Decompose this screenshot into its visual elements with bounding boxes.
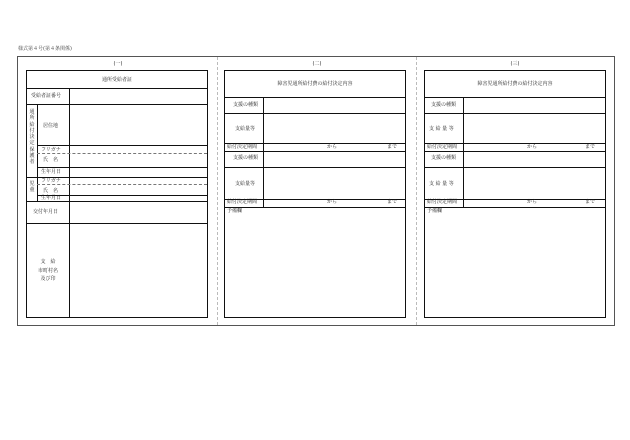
column-line (37, 177, 38, 201)
child-name-label: 氏 名 (43, 188, 59, 194)
guardian-name-label: 氏 名 (43, 157, 59, 163)
column-line (263, 97, 264, 143)
municipality-line-3: 及び印 (40, 276, 56, 282)
form-label: 様式第４号(第４条関係) (18, 46, 72, 52)
row-line (27, 201, 207, 202)
amount-label: 支給量等 (235, 126, 256, 132)
from-label: から (327, 144, 338, 150)
row-line (425, 207, 605, 208)
amount-label: 支 給 量 等 (429, 126, 454, 132)
row-line (27, 223, 207, 224)
to-label: まで (585, 144, 596, 150)
column-line (263, 199, 264, 207)
period-label-2: 給付決定期間 (227, 199, 258, 205)
panel-divider (416, 57, 417, 325)
service-type-label-2: 支援の種類 (233, 155, 259, 161)
column-line (69, 88, 70, 104)
municipality-line-2: 市町村名 (37, 268, 58, 274)
period-label: 給付決定期間 (427, 144, 458, 150)
issue-date-label: 交付年月日 (33, 209, 59, 215)
panel-number-1: (一) (113, 61, 123, 67)
decision-title: 障害児通所給付費の給付決定内容 (477, 81, 553, 87)
to-label: まで (387, 144, 398, 150)
address-label: 居住地 (43, 123, 59, 129)
child-vertical-label: 児童 (29, 181, 35, 194)
column-line (263, 143, 264, 151)
row-line-dashed (37, 184, 207, 185)
row-line (425, 167, 605, 168)
row-line (225, 97, 405, 98)
row-line-dashed (37, 153, 207, 154)
row-line (37, 167, 207, 168)
service-type-label: 支援の種類 (233, 102, 259, 108)
child-furigana-label: フリガナ (41, 178, 61, 184)
row-line (225, 113, 405, 114)
column-line (463, 143, 464, 151)
row-line (37, 195, 207, 196)
guardian-dob-label: 生年月日 (41, 169, 62, 175)
column-line (463, 199, 464, 207)
cert-number-label: 受給者証番号 (31, 93, 62, 99)
notes-label: 予備欄 (227, 208, 243, 214)
panel-number-2: (二) (312, 61, 322, 67)
row-line (225, 167, 405, 168)
to-label-2: まで (387, 199, 398, 205)
column-line (69, 201, 70, 223)
amount-label-2: 支給量等 (235, 181, 256, 187)
row-line (27, 104, 207, 105)
row-line (27, 88, 207, 89)
row-line (225, 207, 405, 208)
column-line (263, 151, 264, 199)
column-line (463, 151, 464, 199)
panel-certificate (26, 70, 208, 318)
amount-label-2: 支 給 量 等 (429, 181, 454, 187)
service-type-label-2: 支援の種類 (431, 155, 457, 161)
guardian-furigana-label: フリガナ (41, 147, 61, 153)
to-label-2: まで (585, 199, 596, 205)
notes-label: 予備欄 (427, 208, 443, 214)
certificate-title: 通所受給者証 (101, 77, 132, 83)
row-line (425, 113, 605, 114)
from-label-2: から (527, 199, 538, 205)
period-label-2: 給付決定期間 (427, 199, 458, 205)
panel-number-3: (三) (510, 61, 520, 67)
row-line (37, 145, 207, 146)
period-label: 給付決定期間 (227, 144, 258, 150)
column-line (69, 223, 70, 317)
panel-divider (217, 57, 218, 325)
row-line (425, 151, 605, 152)
decision-title: 障害児通所給付費の給付決定内容 (277, 81, 353, 87)
column-line (463, 97, 464, 143)
child-dob-label: 生年月日 (41, 195, 62, 201)
from-label-2: から (327, 199, 338, 205)
row-line (425, 97, 605, 98)
from-label: から (527, 144, 538, 150)
row-line (225, 151, 405, 152)
service-type-label: 支援の種類 (431, 102, 457, 108)
municipality-line-1: 支 給 (40, 259, 56, 265)
panel-decision-3 (424, 70, 606, 318)
guardian-vertical-label: 通所給付決定保護者 (29, 109, 35, 166)
panel-decision-2 (224, 70, 406, 318)
